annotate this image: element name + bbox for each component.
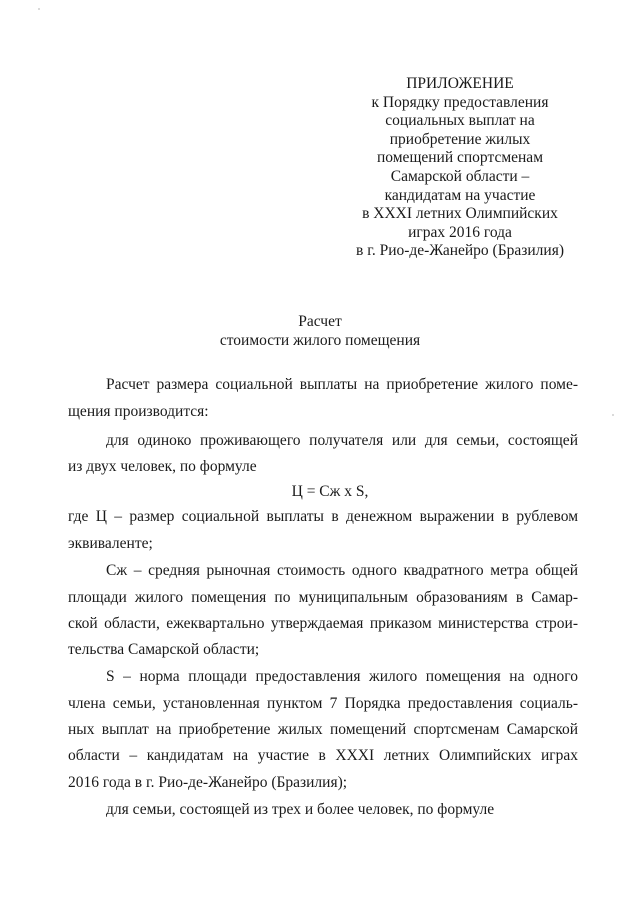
- paragraph-line: S – норма площади предоставления жилого помещения на одного: [106, 668, 578, 685]
- paragraph-line: для семьи, состоящей из трех и более человек, по формуле: [106, 801, 495, 818]
- appendix-line: Самарской области –: [390, 167, 530, 185]
- appendix-line: в г. Рио-де-Жанейро (Бразилия): [356, 242, 564, 260]
- paragraph-line: тельства Самарской области;: [68, 641, 260, 658]
- appendix-line: помещений спортсменам: [377, 149, 543, 167]
- appendix-line: в XXXI летних Олимпийских: [362, 205, 558, 223]
- paragraph-line: 2016 года в г. Рио-де-Жанейро (Бразилия);: [68, 774, 348, 791]
- paragraph-line: щения производится:: [68, 403, 209, 420]
- paragraph-line: Расчет размера социальной выплаты на приобретение жилого поме-: [106, 376, 578, 393]
- appendix-heading: ПРИЛОЖЕНИЕ: [406, 75, 514, 92]
- paragraph-line: из двух человек, по формуле: [68, 458, 257, 475]
- scan-speck: [38, 8, 40, 10]
- document-title: Расчет: [298, 313, 342, 330]
- paragraph-line: ных выплат на приобретение жилых помещений спортсменам Самарской: [68, 721, 578, 738]
- paragraph-line: для одиноко проживающего получателя или для семьи, состоящей: [106, 432, 578, 449]
- paragraph-line: члена семьи, установленная пунктом 7 Порядка предоставления социаль-: [68, 695, 578, 712]
- paragraph-line: Сж – средняя рыночная стоимость одного квадратного метра общей: [106, 562, 578, 579]
- paragraph-line: где Ц – размер социальной выплаты в денежном выражении в рублевом: [68, 508, 578, 525]
- paragraph-line: области – кандидатам на участие в XXXI летних Олимпийских играх: [68, 747, 578, 764]
- appendix-line: играх 2016 года: [408, 223, 512, 241]
- appendix-line: приобретение жилых: [389, 130, 531, 148]
- paragraph-line: эквиваленте;: [68, 535, 153, 552]
- appendix-line: кандидатам на участие: [384, 186, 536, 204]
- appendix-line: к Порядку предоставления: [371, 93, 549, 111]
- formula: Ц = Сж х S,: [291, 483, 369, 500]
- paragraph-line: площади жилого помещения по муниципальным образованиям в Самар-: [68, 589, 578, 606]
- appendix-line: социальных выплат на: [385, 112, 535, 130]
- paragraph-line: ской области, ежеквартально утверждаемая приказом министерства строи-: [68, 615, 578, 632]
- appendix-block: [320, 75, 600, 261]
- document-subtitle: стоимости жилого помещения: [219, 332, 421, 349]
- scan-speck: [612, 414, 614, 416]
